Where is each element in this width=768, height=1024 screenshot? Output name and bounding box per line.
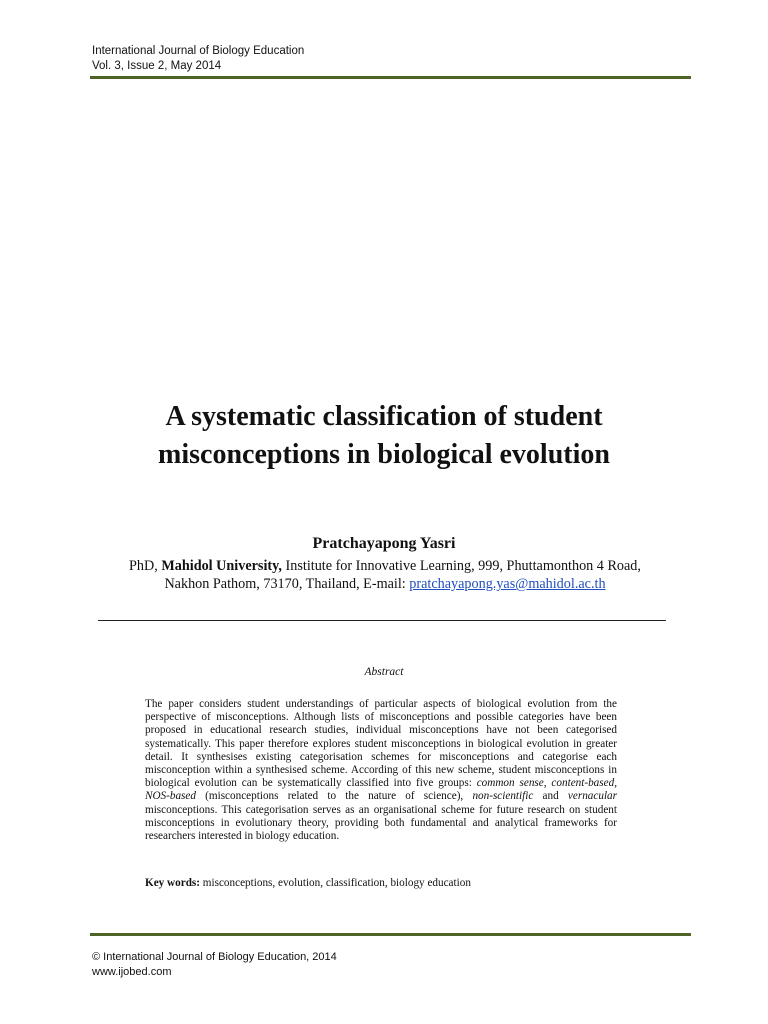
abstract-part-4: misconceptions. This categorisation serves as an organisational scheme for future research on student misconceptions in evolutionary theory, providing both fundamental and analytical frameworks for researchers interested in biology education. [145,803,617,843]
abstract-category-vernacular: vernacular [567,790,617,803]
abstract-categories-1: common sense, content-based, NOS-based [145,777,617,803]
header-rule [90,76,691,79]
paper-title [60,398,708,474]
author-email-link[interactable]: pratchayapong.yas@mahidol.ac.th [409,576,606,592]
footer-rule [90,933,691,936]
abstract-part-2: (misconceptions related to the nature of science), [195,790,473,803]
author-degree: PhD, [129,558,162,574]
footer-website[interactable]: www.ijobed.com [92,966,172,978]
abstract-part-1: The paper considers student understandings of particular aspects of biological evolution from the perspective of misconceptions. Although lists of misconceptions and possible categories have been proposed in educational research studies, individual misconceptions have not been categorised systematically. This paper therefore explores student misconceptions in biological evolution in greater detail. It synthesises existing categorisation schemes for misconceptions and categorise each misconception within a synthesised scheme. According of this new scheme, student misconceptions in biological evolution can be systematically classified into five groups: [145,698,617,790]
author-university: Mahidol University, [161,558,282,574]
journal-header [92,44,304,74]
journal-name: International Journal of Biology Education [92,45,305,57]
abstract-category-nonscientific: non-scientific [472,790,534,803]
abstract-text [145,698,617,843]
keywords-label: Key words: [145,877,200,889]
affiliation-line-1: Institute for Innovative Learning, 999, Phuttamonthon 4 Road, [281,558,641,574]
page-footer [92,950,337,980]
affiliation-line-2: Nakhon Pathom, 73170, Thailand, E-mail: [164,576,410,592]
keywords-list: misconceptions, evolution, classification, biology education [200,877,471,889]
keywords [145,877,625,889]
author-affiliation [100,557,670,593]
title-line-2: misconceptions in biological evolution [158,439,610,470]
abstract-part-3: and [533,790,568,803]
journal-issue: Vol. 3, Issue 2, May 2014 [92,60,222,72]
title-divider [98,620,666,621]
abstract-heading: Abstract [364,666,404,678]
author-name: Pratchayapong Yasri [312,535,456,552]
footer-copyright: © International Journal of Biology Education, 2014 [92,951,337,963]
title-line-1: A systematic classification of student [165,401,603,432]
